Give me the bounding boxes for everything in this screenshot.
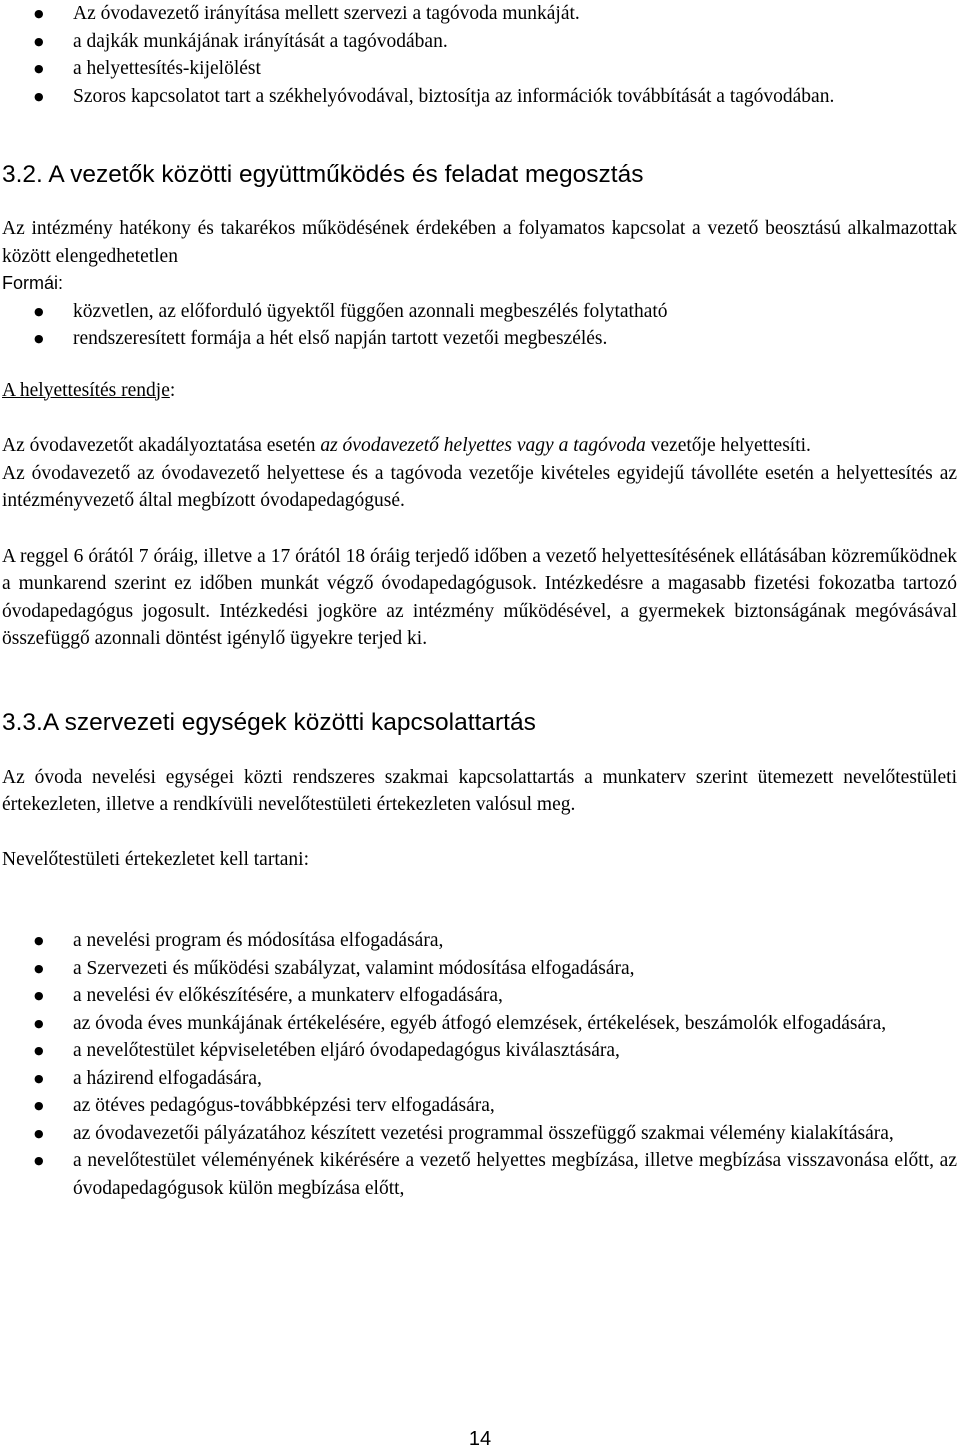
section-heading-3-3: 3.3.A szervezeti egységek közötti kapcsolattartás (2, 708, 536, 736)
text-run: vezetője helyettesíti. (645, 435, 811, 456)
list-item: ● a nevelési év előkészítésére, a munkaterv elfogadására, (2, 982, 957, 1010)
list-item: ● az ötéves pedagógus-továbbképzési terv elfogadására, (2, 1092, 957, 1120)
page-content (2, 0, 957, 1202)
substitution-paragraph-2: Az óvodavezető az óvodavezető helyettese és a tagóvoda vezetője kivételes egyidejű távolléte esetén a helyettesítés az intézményvezető által megbízott óvodapedagógusé. (2, 462, 957, 511)
substitution-paragraph-3: A reggel 6 órától 7 óráig, illetve a 17 órától 18 óráig terjedő időben a vezető helyettesítésének ellátásában közreműködnek a munkarend szerint ez időben munkát végző óvodapedagógusok. Intézkedésre a magasabb fizetési fokozatba tartozó óvodapedagógus jogosult. Intézkedési jogköre az intézmény működésével, a gyermekek biztonságának megóvásával összefüggő azonnali döntést igénylő ügyekre terjed ki. (2, 545, 957, 649)
list-item: ● a Szervezeti és működési szabályzat, valamint módosítása elfogadására, (2, 955, 957, 983)
substitution-label-text: A helyettesítés rendje (2, 379, 170, 401)
list-item: ● Az óvodavezető irányítása mellett szervezi a tagóvoda munkáját. (2, 0, 957, 28)
substitution-paragraph-1 (2, 432, 957, 460)
list-item: ● a házirend elfogadására, (2, 1065, 957, 1093)
list-item: ● az óvoda éves munkájának értékelésére, egyéb átfogó elemzések, értékelések, beszámolók elfogadására, (2, 1010, 957, 1038)
forms-list (2, 298, 957, 353)
list-item: ● a helyettesítés-kijelölést (2, 55, 957, 83)
forms-label: Formái: (2, 273, 64, 293)
list-item: ● a nevelési program és módosítása elfogadására, (2, 927, 957, 955)
page-number: 14 (468, 1428, 492, 1450)
section-3-2-intro: Az intézmény hatékony és takarékos működésének érdekében a folyamatos kapcsolat a vezető beosztású alkalmazottak között elengedhetetlen (2, 218, 957, 267)
substitution-label-colon: : (169, 379, 176, 401)
text-run: Az óvodavezetőt akadályoztatása esetén (2, 435, 321, 456)
list-item: ● közvetlen, az előforduló ügyektől függően azonnali megbeszélés folytatható (2, 298, 957, 326)
meeting-list-label: Nevelőtestületi értekezletet kell tartani: (2, 848, 309, 870)
meeting-list (2, 927, 957, 1202)
list-item: ● a nevelőtestület véleményének kikérésére a vezető helyettes megbízása, illetve megbízása visszavonása előtt, az óvodapedagógusok külön megbízása előtt, (2, 1147, 957, 1202)
section-3-3-paragraph: Az óvoda nevelési egységei közti rendszeres szakmai kapcsolattartás a munkaterv szerint ütemezett nevelőtestületi értekezleten, illetve a rendkívüli nevelőtestületi értekezleten valósul meg. (2, 766, 957, 815)
list-item: ● Szoros kapcsolatot tart a székhelyóvodával, biztosítja az információk továbbítását a tagóvodában. (2, 83, 957, 111)
list-item: ● a dajkák munkájának irányítását a tagóvodában. (2, 28, 957, 56)
section-heading-3-2: 3.2. A vezetők közötti együttműködés és feladat megosztás (2, 161, 644, 188)
substitution-label (2, 377, 957, 405)
italic-text-run: az óvodavezető helyettes vagy a tagóvoda (320, 435, 646, 456)
list-item: ● a nevelőtestület képviseletében eljáró óvodapedagógus kiválasztására, (2, 1037, 957, 1065)
list-item: ● az óvodavezetői pályázatához készített vezetési programmal összefüggő szakmai vélemény kialakítására, (2, 1120, 957, 1148)
top-bullet-list (2, 0, 957, 110)
list-item: ● rendszeresített formája a hét első napján tartott vezetői megbeszélés. (2, 325, 957, 353)
